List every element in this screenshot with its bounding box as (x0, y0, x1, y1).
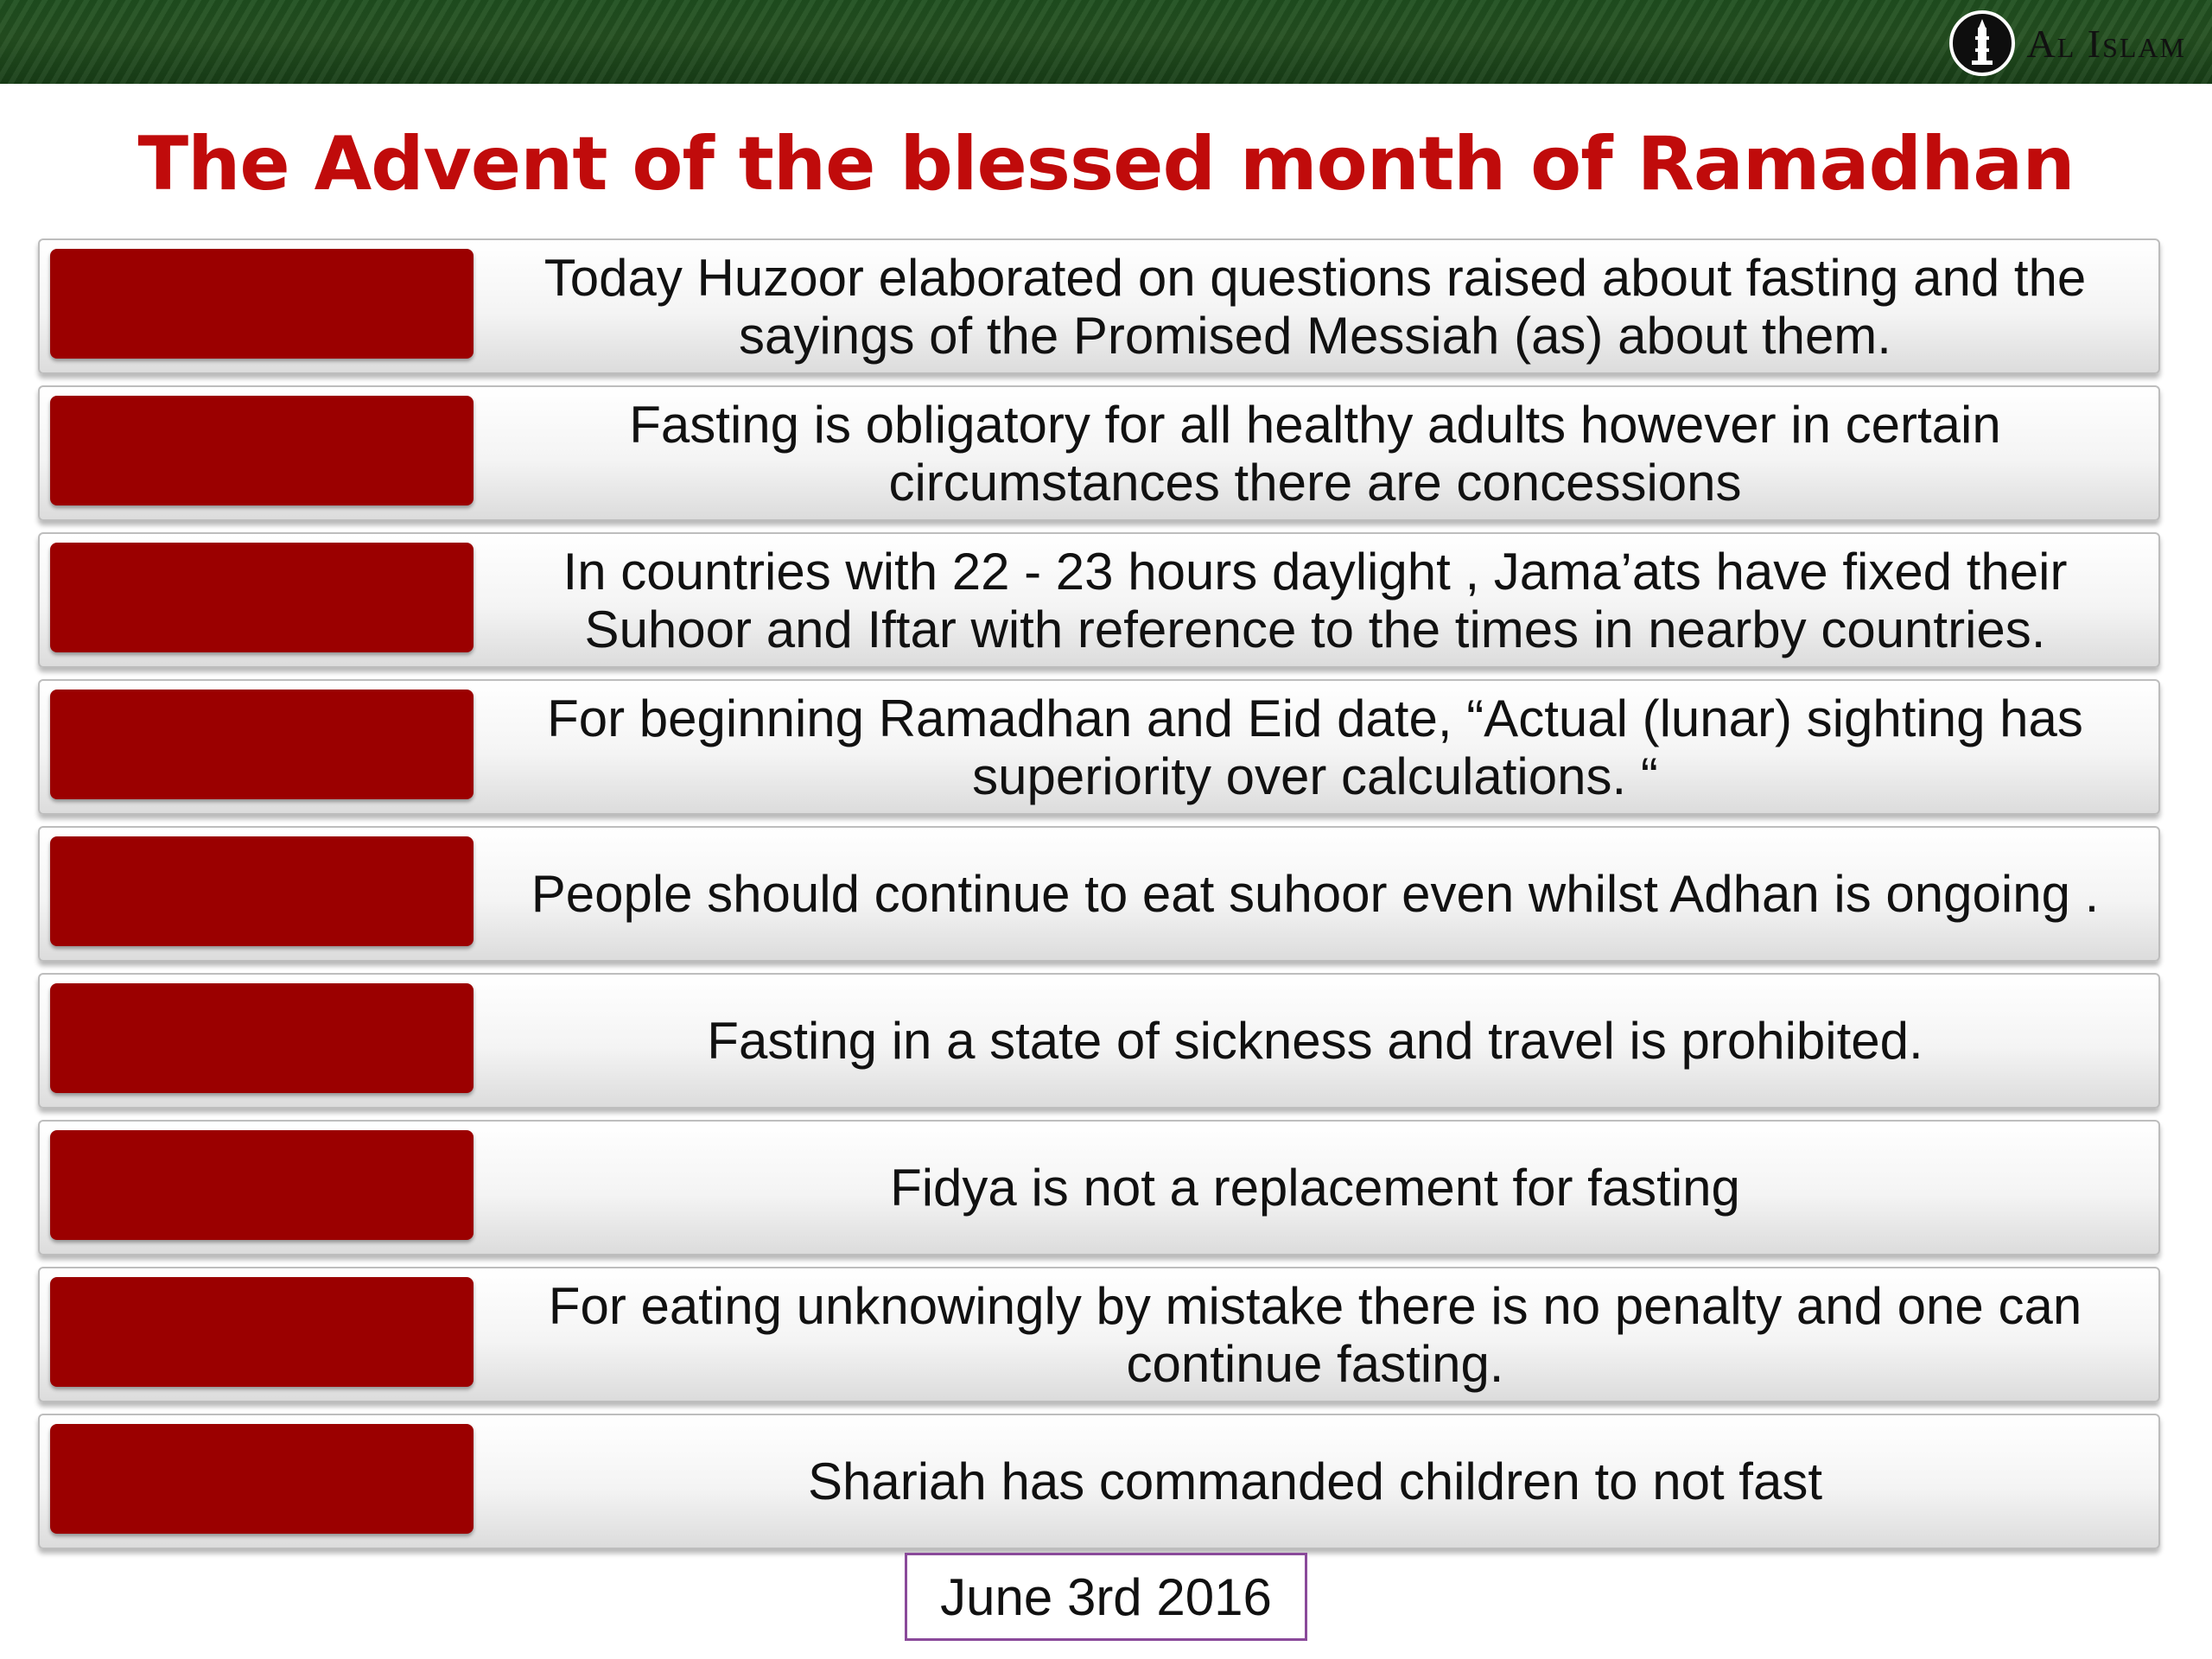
item-text: For beginning Ramadhan and Eid date, “Actual (lunar) sighting has superiority over calculations. “ (547, 689, 2083, 805)
items-list (38, 238, 2160, 1560)
item-tag (50, 1424, 474, 1534)
list-item (38, 238, 2160, 374)
item-tag (50, 836, 474, 946)
list-item (38, 973, 2160, 1109)
item-tag (50, 983, 474, 1093)
al-islam-logo[interactable] (1949, 9, 2187, 78)
list-item (38, 1120, 2160, 1255)
item-tag (50, 543, 474, 652)
list-item (38, 679, 2160, 815)
list-item (38, 826, 2160, 962)
item-text: Fidya is not a replacement for fasting (890, 1159, 1740, 1217)
list-item (38, 1414, 2160, 1549)
item-tag (50, 396, 474, 505)
minaret-emblem-icon (1949, 10, 2015, 76)
item-tag (50, 1277, 474, 1387)
item-tag (50, 249, 474, 359)
slide-title: The Advent of the blessed month of Ramadhan (137, 121, 2075, 207)
logo-text: Al Islam (2026, 21, 2186, 66)
item-tag (50, 690, 474, 799)
list-item (38, 532, 2160, 668)
header-banner (0, 0, 2212, 84)
item-text: People should continue to eat suhoor even whilst Adhan is ongoing . (531, 865, 2100, 923)
item-text: Shariah has commanded children to not fast (807, 1452, 1822, 1510)
list-item (38, 1267, 2160, 1402)
date-label: June 3rd 2016 (905, 1553, 1307, 1641)
list-item (38, 385, 2160, 521)
item-text: In countries with 22 - 23 hours daylight , Jama’ats have fixed their Suhoor and Iftar with reference to the times in nearby countries. (563, 542, 2068, 658)
item-text: Fasting is obligatory for all healthy adults however in certain circumstances there are concessions (629, 395, 2001, 512)
item-tag (50, 1130, 474, 1240)
item-text: For eating unknowingly by mistake there is no penalty and one can continue fasting. (548, 1276, 2082, 1393)
item-text: Fasting in a state of sickness and travel is prohibited. (707, 1012, 1923, 1070)
item-text: Today Huzoor elaborated on questions raised about fasting and the sayings of the Promised Messiah (as) about them. (543, 248, 2087, 365)
